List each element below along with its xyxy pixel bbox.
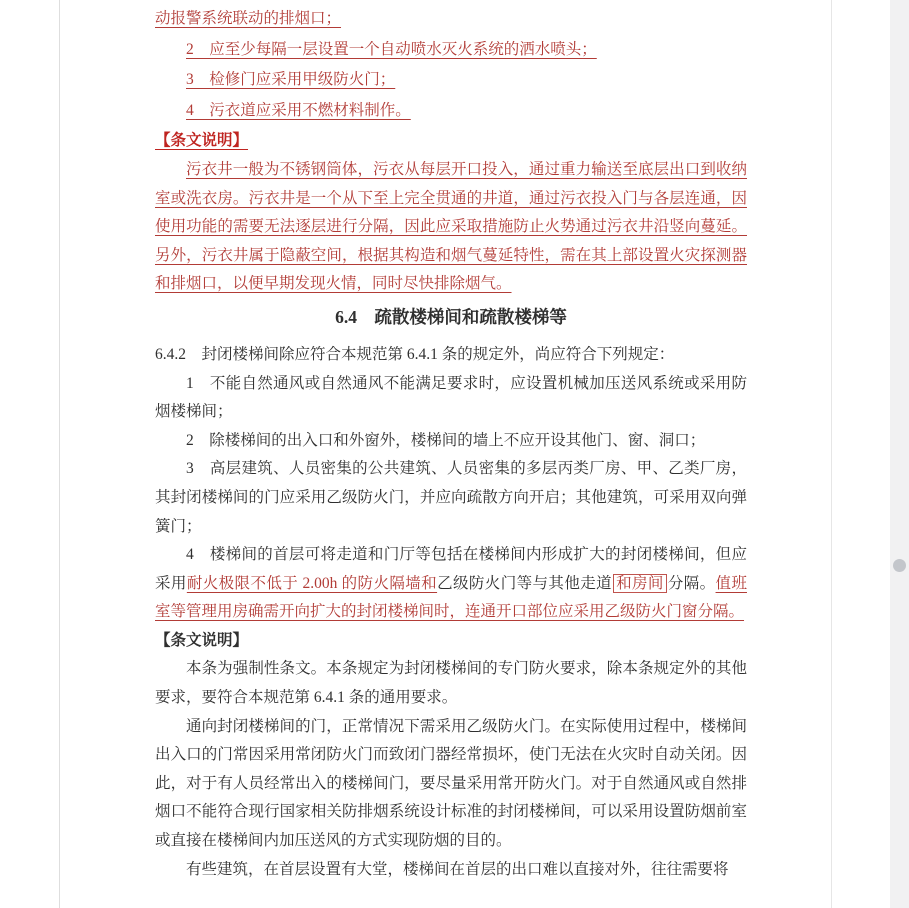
text-segment: 和房间: [613, 574, 667, 593]
text-segment: 2 应至少每隔一层设置一个自动喷水灭火系统的洒水喷头；: [186, 40, 597, 58]
document-page: [155, 5, 747, 884]
text-segment: 有些建筑，在首层设置有大堂，楼梯间在首层的出口难以直接对外，往往需要将: [186, 860, 729, 878]
text-segment: 【条文说明】: [155, 132, 249, 150]
item-2: [155, 427, 747, 456]
text-segment: 6.4.2 封闭楼梯间除应符合本规范第 6.4.1 条的规定外，尚应符合下列规定：: [155, 345, 675, 363]
clause-item-2: [155, 36, 747, 65]
text-segment: 值班室等管理用房确需开向扩大的封闭楼梯间时，连通开口部位应采用乙级防火门窗分隔。: [155, 574, 747, 621]
page-right-edge: [831, 0, 832, 908]
text-segment: 4 污衣道应采用不燃材料制作。: [186, 101, 411, 119]
text-segment: 动报警系统联动的排烟口；: [155, 10, 342, 27]
item-1: [155, 370, 747, 427]
text-segment: 乙级防火门等与其他走道: [437, 574, 613, 592]
page-left-edge: [59, 0, 60, 908]
scrollbar-thumb[interactable]: [893, 559, 906, 572]
text-segment: 污衣井一般为不锈钢筒体，污衣从每层开口投入，通过重力输送至底层出口到收纳室或洗衣房。污衣井是一个从下至上完全贯通的井道，通过污衣投入门与各层连通，因使用功能的需要无法逐层进行分隔，因此应采取措施防止火势通过污衣井沿竖向蔓延。另外，污衣井属于隐蔽空间，根据其构造和烟气蔓延特性，需在其上部设置火灾探测器和排烟口，以便早期发现火情，同时尽快排除烟气。: [155, 160, 747, 293]
item-3: [155, 455, 747, 541]
text-segment: 耐火极限不低于 2.00h 的防火隔墙和: [186, 574, 438, 592]
text-segment: 1 不能自然通风或自然通风不能满足要求时，应设置机械加压送风系统或采用防烟楼梯间；: [155, 374, 747, 421]
text-segment: 通向封闭楼梯间的门，正常情况下需采用乙级防火门。在实际使用过程中，楼梯间出入口的门常因采用常闭防火门而致闭门器经常损坏，使门无法在火灾时自动关闭。因此，对于有人员经常出入的楼梯间门，要尽量采用常开防火门。对于自然通风或自然排烟口不能符合现行国家相关防排烟系统设计标准的封闭楼梯间，可以采用设置防烟前室或直接在楼梯间内加压送风的方式实现防烟的目的。: [155, 717, 747, 850]
clause-item-4: [155, 97, 747, 126]
text-segment: 【条文说明】: [155, 631, 249, 649]
section-heading: [155, 303, 747, 332]
text-segment: 4 楼梯间的首层可将走道和门厅等包括在楼梯间内形成扩大的封闭楼梯间，但应采用: [155, 546, 747, 592]
text-segment: 本条为强制性条文。本条规定为封闭楼梯间的专门防火要求，除本条规定外的其他要求，要符合本规范第 6.4.1 条的通用要求。: [155, 660, 747, 707]
explanation-label-red: [155, 127, 747, 156]
text-segment: 3 检修门应采用甲级防火门；: [186, 71, 396, 89]
explanation-para-2: [155, 713, 747, 856]
clause-continuation: [155, 5, 747, 34]
text-segment: 分隔。: [667, 574, 716, 592]
clause-item-3: [155, 66, 747, 95]
explanation-text-red: [155, 156, 747, 299]
explanation-para-3: [155, 856, 747, 885]
explanation-label-black: [155, 627, 747, 656]
clause-6-4-2: [155, 341, 747, 370]
text-segment: 3 高层建筑、人员密集的公共建筑、人员密集的多层丙类厂房、甲、乙类厂房，其封闭楼梯间的门应采用乙级防火门，并应向疏散方向开启；其他建筑，可采用双向弹簧门；: [155, 460, 747, 535]
text-segment: 2 除楼梯间的出入口和外窗外，楼梯间的墙上不应开设其他门、窗、洞口；: [186, 431, 706, 449]
text-segment: 6.4 疏散楼梯间和疏散楼梯等: [335, 306, 567, 327]
scrollbar-track[interactable]: [890, 0, 909, 908]
explanation-para-1: [155, 655, 747, 712]
item-4: [155, 541, 747, 627]
